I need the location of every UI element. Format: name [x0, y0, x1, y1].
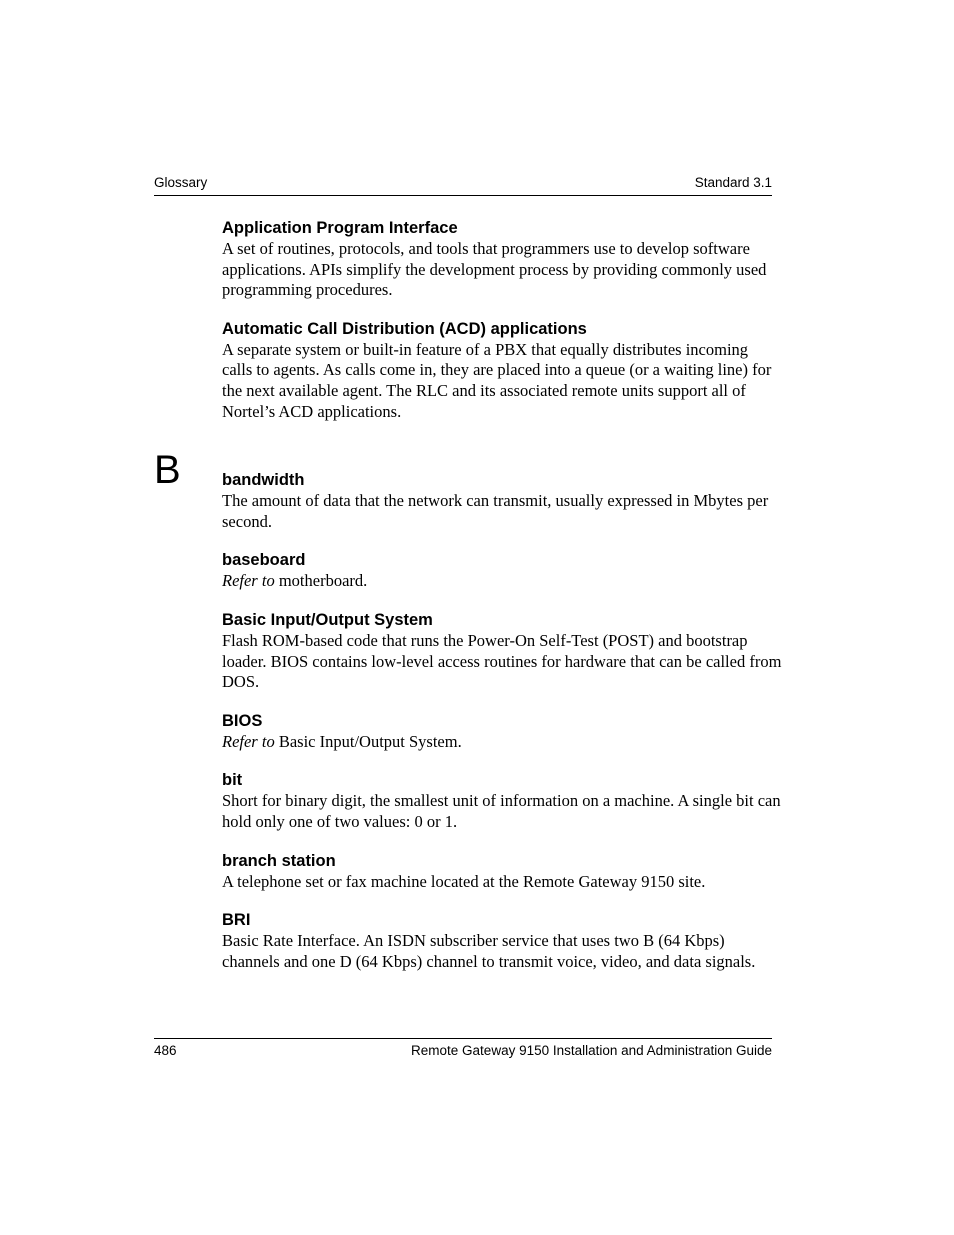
glossary-term: bit [222, 771, 243, 790]
glossary-definition: Basic Rate Interface. An ISDN subscriber service that uses two B (64 Kbps) channels and one D (64 Kbps) channel to transmit voice, video, and data signals. [222, 931, 756, 971]
guide-title: Remote Gateway 9150 Installation and Administration Guide [411, 1043, 772, 1058]
cross-reference-link: Basic Input/Output System. [274, 731, 462, 751]
page-header [154, 174, 772, 196]
glossary-term: BIOS [222, 711, 263, 730]
glossary-definition: A set of routines, protocols, and tools that programmers use to develop software applications. APIs simplify the development process by providing commonly used programming procedures. [222, 239, 767, 300]
glossary-definition [222, 732, 782, 753]
glossary-term: bandwidth [222, 471, 305, 490]
glossary-definition: A telephone set or fax machine located at the Remote Gateway 9150 site. [222, 871, 706, 891]
refer-to-label: Refer to [222, 571, 275, 591]
glossary-entry [222, 319, 782, 422]
glossary-entry [222, 610, 782, 693]
glossary-definition: Flash ROM-based code that runs the Power-On Self-Test (POST) and bootstrap loader. BIOS contains low-level access routines for hardware that can be called from DOS. [222, 630, 782, 692]
glossary-content [222, 218, 782, 990]
glossary-term: Basic Input/Output System [222, 610, 433, 629]
page-footer [154, 1038, 772, 1061]
glossary-term: Automatic Call Distribution (ACD) applications [222, 319, 587, 338]
refer-to-label: Refer to [222, 731, 275, 751]
header-version: Standard 3.1 [694, 175, 772, 190]
glossary-entry [222, 910, 782, 972]
glossary-entry [222, 851, 782, 893]
glossary-term: baseboard [222, 551, 306, 570]
glossary-entry [222, 711, 782, 753]
section-letter: B [154, 448, 181, 492]
page-number: 486 [154, 1043, 177, 1058]
glossary-entry [222, 470, 782, 532]
glossary-term: BRI [222, 911, 251, 930]
header-section: Glossary [154, 175, 208, 190]
glossary-term: branch station [222, 851, 336, 870]
glossary-definition: A separate system or built-in feature of a PBX that equally distributes incoming calls to agents. As calls come in, they are placed into a queue (or a waiting line) for the next available agent. The RLC and its associated remote units support all of Nortel’s ACD applications. [222, 339, 772, 421]
glossary-entry [222, 550, 782, 592]
glossary-entry [222, 218, 782, 301]
glossary-definition [222, 571, 782, 592]
glossary-definition: Short for binary digit, the smallest unit of information on a machine. A single bit can hold only one of two values: 0 or 1. [222, 791, 781, 831]
glossary-definition: The amount of data that the network can transmit, usually expressed in Mbytes per second. [222, 491, 769, 531]
glossary-entry [222, 770, 782, 832]
cross-reference-link: motherboard. [274, 571, 368, 591]
glossary-term: Application Program Interface [222, 219, 458, 237]
